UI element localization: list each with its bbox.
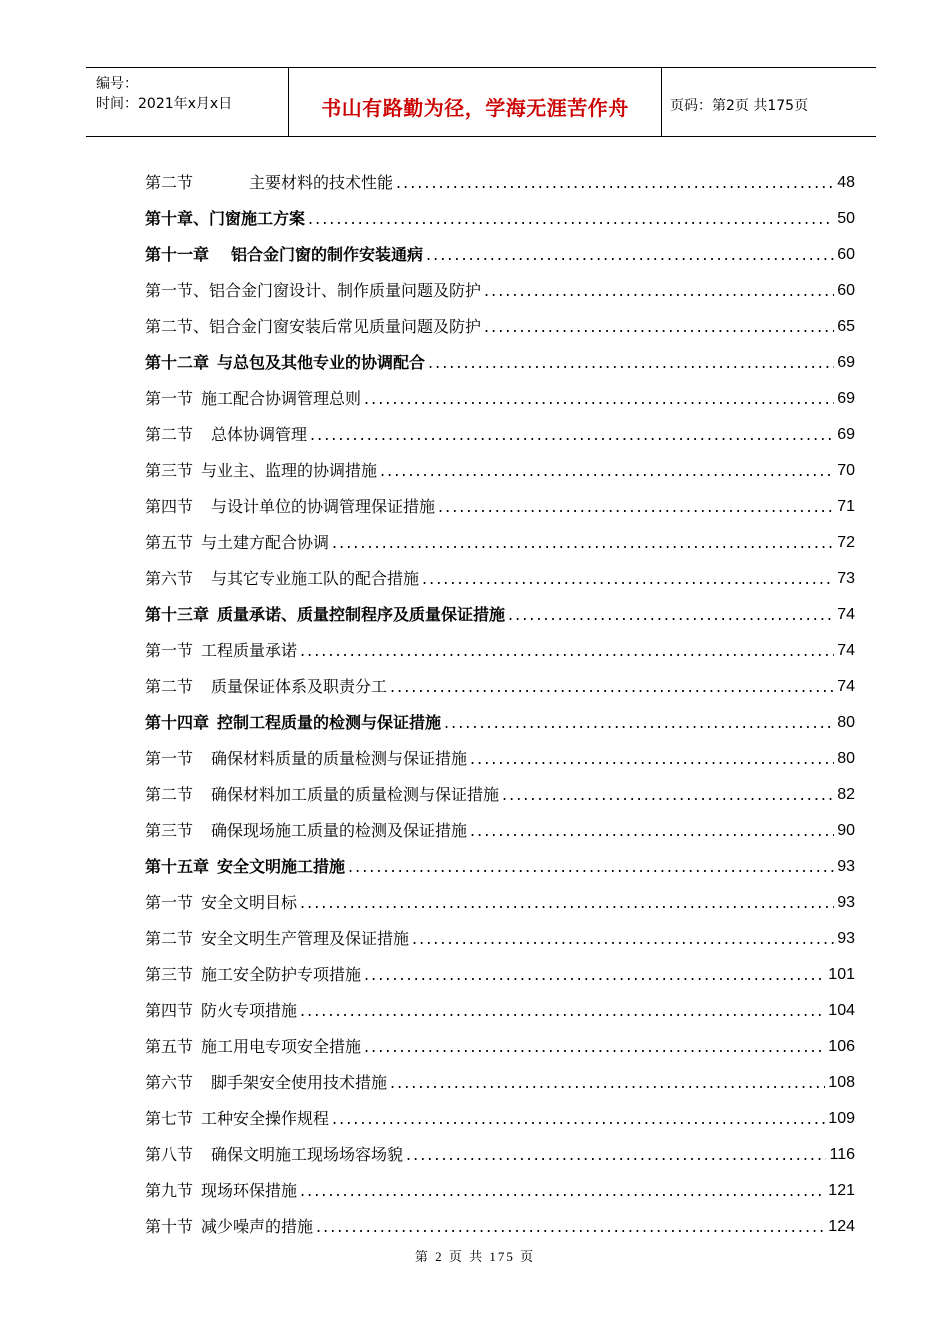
toc-section-number: 第五节 [145,1037,194,1056]
toc-section-title: 施工用电专项安全措施 [201,1037,362,1056]
toc-entry[interactable] [145,921,855,957]
toc-dot-leader [300,993,825,1029]
toc-section-number: 第二节、 [145,317,210,336]
toc-dot-leader [396,165,834,201]
toc-entry[interactable] [145,273,855,309]
toc-section-title: 防火专项措施 [201,1001,298,1020]
toc-entry[interactable] [145,525,855,561]
toc-page-number: 104 [828,1002,855,1019]
toc-section-title: 控制工程质量的检测与保证措施 [217,713,442,732]
toc-section-title: 安全文明目标 [201,893,298,912]
toc-entry[interactable] [145,1065,855,1101]
toc-dot-leader [364,381,834,417]
toc-section-title: 施工安全防护专项措施 [201,965,362,984]
toc-section-number: 第五节 [145,533,194,552]
toc-entry-label [145,705,441,741]
toc-section-number: 第七节 [145,1109,194,1128]
toc-section-title: 铝合金门窗的制作安装通病 [231,245,424,264]
toc-section-title: 施工配合协调管理总则 [201,389,362,408]
toc-page-number: 60 [837,246,855,263]
toc-entry-label [145,993,297,1029]
header-page-cell [662,68,876,136]
toc-page-number: 109 [828,1110,855,1127]
toc-section-number: 第三节 [145,461,194,480]
toc-entry-label [145,741,467,777]
toc-entry-label [145,237,423,273]
toc-dot-leader [364,957,825,993]
toc-dot-leader [508,597,834,633]
toc-entry-label [145,885,297,921]
toc-dot-leader [422,561,834,597]
toc-dot-leader [484,309,834,345]
toc-section-title: 铝合金门窗设计、制作质量问题及防护 [209,281,482,300]
toc-entry-label [145,1209,313,1245]
toc-entry-label [145,633,297,669]
toc-section-title: 门窗施工方案 [209,209,306,228]
toc-page-number: 73 [837,570,855,587]
doc-time-label: 时间：2021年x月x日 [96,96,233,112]
toc-section-number: 第十三章 [145,605,210,624]
toc-page-number: 74 [837,606,855,623]
toc-entry[interactable] [145,1209,855,1245]
toc-section-number: 第四节 [145,1001,194,1020]
toc-entry[interactable] [145,777,855,813]
toc-section-title: 工程质量承诺 [201,641,298,660]
toc-entry[interactable] [145,417,855,453]
header-motto-cell [288,68,662,136]
toc-section-number: 第一节、 [145,281,210,300]
toc-dot-leader [390,669,834,705]
header-meta [86,68,288,136]
toc-entry-label [145,453,377,489]
toc-entry[interactable] [145,813,855,849]
toc-entry-label [145,345,425,381]
toc-section-number: 第一节 [145,389,194,408]
toc-entry[interactable] [145,957,855,993]
toc-section-number: 第六节 [145,1073,194,1092]
toc-page-number: 93 [837,930,855,947]
toc-entry-label [145,525,329,561]
toc-section-number: 第十五章 [145,857,210,876]
toc-page-number: 50 [837,210,855,227]
toc-page-number: 121 [828,1182,855,1199]
toc-entry-label [145,813,467,849]
header-page-info: 页码：第2页 共175页 [670,98,809,114]
toc-entry-label [145,273,481,309]
toc-section-number: 第一节 [145,641,194,660]
header-motto: 书山有路勤为径，学海无涯苦作舟 [321,96,629,120]
toc-page-number: 80 [837,714,855,731]
toc-section-title: 安全文明生产管理及保证措施 [201,929,410,948]
toc-page-number: 69 [837,354,855,371]
toc-entry-label [145,777,499,813]
toc-dot-leader [426,237,834,273]
toc-entry-label [145,849,345,885]
toc-entry-label [145,1173,297,1209]
toc-dot-leader [332,525,834,561]
toc-entry[interactable] [145,597,855,633]
toc-entry[interactable] [145,309,855,345]
toc-entry[interactable] [145,489,855,525]
toc-page-number: 116 [829,1146,855,1163]
toc-dot-leader [300,885,834,921]
toc-page-number: 93 [837,858,855,875]
toc-entry[interactable] [145,165,855,201]
toc-dot-leader [300,1173,825,1209]
toc-entry-label [145,489,435,525]
toc-section-title: 安全文明施工措施 [217,857,346,876]
toc-section-number: 第一节 [145,893,194,912]
toc-entry[interactable] [145,669,855,705]
toc-section-number: 第十二章 [145,353,210,372]
toc-section-number: 第十节 [145,1217,194,1236]
toc-page-number: 124 [828,1218,855,1235]
toc-entry[interactable] [145,237,855,273]
toc-page-number: 69 [837,426,855,443]
toc-section-number: 第三节 [145,821,194,840]
toc-section-title: 与设计单位的协调管理保证措施 [211,497,436,516]
toc-page-number: 74 [837,642,855,659]
toc-page-number: 70 [837,462,855,479]
toc-section-number: 第三节 [145,965,194,984]
toc-dot-leader [438,489,834,525]
toc-entry-label [145,309,481,345]
toc-section-title: 质量保证体系及职责分工 [211,677,388,696]
toc-section-title: 铝合金门窗安装后常见质量问题及防护 [209,317,482,336]
toc-section-title: 脚手架安全使用技术措施 [211,1073,388,1092]
toc-entry-label [145,561,419,597]
toc-entry-label [145,669,387,705]
toc-section-number: 第二节 [145,785,194,804]
toc-page-number: 71 [837,498,855,515]
toc-page-number: 60 [837,282,855,299]
toc-section-number: 第四节 [145,497,194,516]
toc-section-number: 第六节 [145,569,194,588]
toc-section-number: 第二节 [145,677,194,696]
toc-dot-leader [470,741,834,777]
toc-section-number: 第十章、 [145,209,210,228]
toc-section-number: 第二节 [145,425,194,444]
toc-entry[interactable] [145,1137,855,1173]
toc-dot-leader [502,777,834,813]
toc-entry-label [145,381,361,417]
toc-dot-leader [380,453,834,489]
toc-dot-leader [310,417,834,453]
toc-section-title: 确保现场施工质量的检测及保证措施 [211,821,468,840]
toc-dot-leader [412,921,834,957]
toc-dot-leader [332,1101,825,1137]
toc-page-number: 69 [837,390,855,407]
toc-section-number: 第九节 [145,1181,194,1200]
toc-section-title: 质量承诺、质量控制程序及质量保证措施 [217,605,506,624]
toc-entry[interactable] [145,993,855,1029]
toc-page-number: 74 [837,678,855,695]
toc-page-number: 106 [828,1038,855,1055]
toc-entry-label [145,1029,361,1065]
toc-entry[interactable] [145,381,855,417]
toc-entry[interactable] [145,849,855,885]
toc-dot-leader [308,201,834,237]
toc-entry[interactable] [145,741,855,777]
page-footer: 第 2 页 共 175 页 [414,1249,536,1264]
toc-section-title: 工种安全操作规程 [201,1109,330,1128]
toc-section-number: 第一节 [145,749,194,768]
toc-page-number: 90 [837,822,855,839]
toc-entry-label [145,921,409,957]
toc-dot-leader [444,705,834,741]
toc-section-title: 总体协调管理 [211,425,308,444]
toc-section-title: 确保文明施工现场场容场貌 [211,1145,404,1164]
toc-section-number: 第十一章 [145,245,210,264]
toc-entry[interactable] [145,705,855,741]
toc-dot-leader [484,273,834,309]
toc-page-number: 82 [837,786,855,803]
toc-entry[interactable] [145,1173,855,1209]
toc-page-number: 101 [828,966,855,983]
toc-section-title: 现场环保措施 [201,1181,298,1200]
toc-entry[interactable] [145,1029,855,1065]
toc-section-title: 确保材料质量的质量检测与保证措施 [211,749,468,768]
toc-dot-leader [348,849,834,885]
toc-section-number: 第八节 [145,1145,194,1164]
toc-entry[interactable] [145,633,855,669]
toc-dot-leader [364,1029,825,1065]
toc-dot-leader [406,1137,826,1173]
toc-dot-leader [390,1065,825,1101]
toc-dot-leader [428,345,834,381]
toc-section-number: 第十四章 [145,713,210,732]
toc-section-number: 第二节 [145,173,194,192]
toc-section-title: 与业主、监理的协调措施 [201,461,378,480]
toc-page-number: 72 [837,534,855,551]
toc-entry[interactable] [145,345,855,381]
toc-entry-label [145,1065,387,1101]
toc-entry-label [145,201,305,237]
toc-page-number: 48 [837,174,855,191]
toc-dot-leader [316,1209,825,1245]
toc-dot-leader [300,633,834,669]
toc-page-number: 80 [837,750,855,767]
toc-entry[interactable] [145,1101,855,1137]
toc-section-title: 与土建方配合协调 [201,533,330,552]
toc-section-title: 减少噪声的措施 [201,1217,314,1236]
toc-entry[interactable] [145,561,855,597]
toc-entry-label [145,165,393,201]
toc-section-number: 第二节 [145,929,194,948]
toc-entry-label [145,957,361,993]
page-header [86,67,876,137]
toc-section-title: 与其它专业施工队的配合措施 [211,569,420,588]
toc-page-number: 93 [837,894,855,911]
toc-page-number: 65 [837,318,855,335]
toc-entry-label [145,417,307,453]
toc-entry-label [145,1137,403,1173]
toc-entry-label [145,1101,329,1137]
toc-entry[interactable] [145,453,855,489]
toc-page-number: 108 [828,1074,855,1091]
toc-dot-leader [470,813,834,849]
doc-number-label: 编号： [96,76,138,92]
toc-entry-label [145,597,505,633]
table-of-contents [145,165,855,1245]
toc-section-title: 与总包及其他专业的协调配合 [217,353,426,372]
toc-section-title: 主要材料的技术性能 [249,173,394,192]
toc-section-title: 确保材料加工质量的质量检测与保证措施 [211,785,500,804]
toc-entry[interactable] [145,885,855,921]
toc-entry[interactable] [145,201,855,237]
